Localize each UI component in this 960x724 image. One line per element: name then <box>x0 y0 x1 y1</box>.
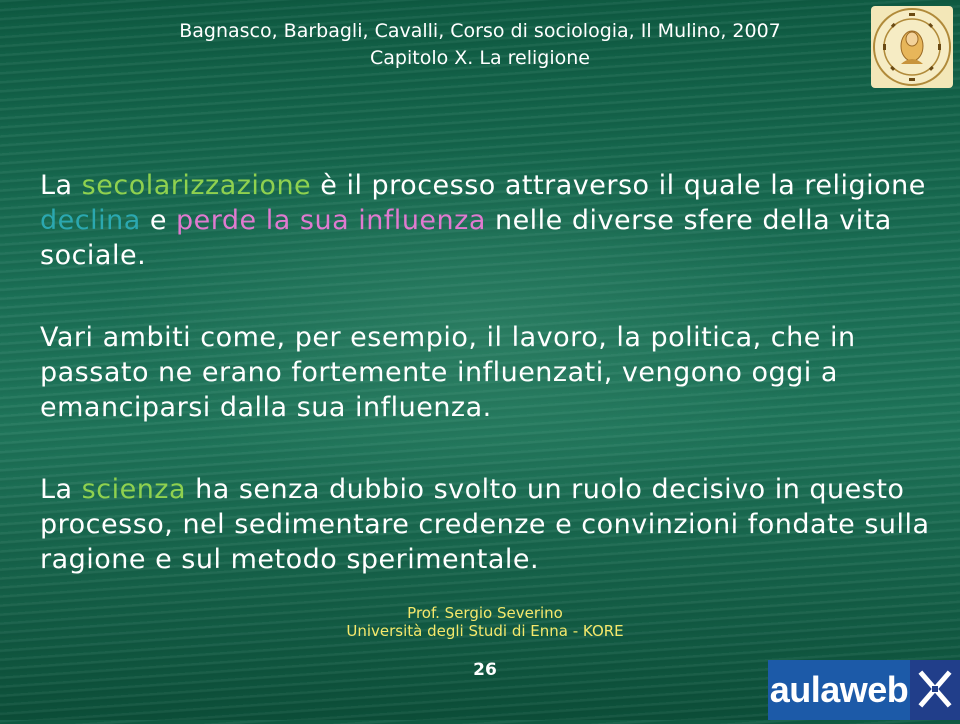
footer-institution: Università degli Studi di Enna - KORE <box>346 622 624 640</box>
header-reference: Bagnasco, Barbagli, Cavalli, Corso di sociologia, Il Mulino, 2007 <box>179 20 781 42</box>
slide-header <box>120 18 840 72</box>
paragraph-secolarizzazione <box>40 168 930 273</box>
windmill-icon <box>910 660 960 720</box>
highlight-secolarizzazione: secolarizzazione <box>81 170 312 201</box>
paragraph-scienza <box>40 472 930 577</box>
text-span: nelle diverse sfere della vita sociale. <box>40 205 892 271</box>
text-span: e <box>140 205 177 236</box>
slide-footer <box>240 604 730 640</box>
header-chapter: Capitolo X. La religione <box>370 47 590 69</box>
page-number: 26 <box>473 660 497 680</box>
text-span: ha senza dubbio svolto un ruolo decisivo in questo processo, nel sedimentare credenze e convinzioni fondate sulla ragione e sul metodo sperimentale. <box>40 474 930 575</box>
slide-body <box>40 168 930 624</box>
aulaweb-label: aulaweb <box>768 660 910 720</box>
highlight-declina: declina <box>40 205 141 236</box>
text-span: è il processo attraverso il quale la religione <box>311 170 926 201</box>
text-span: La <box>40 474 82 505</box>
footer-author: Prof. Sergio Severino <box>407 604 563 622</box>
highlight-perde-influenza: perde la sua influenza <box>176 205 486 236</box>
text-span: La <box>40 170 82 201</box>
university-seal-icon <box>871 6 953 88</box>
aulaweb-logo <box>768 660 960 720</box>
highlight-scienza: scienza <box>81 474 187 505</box>
paragraph-ambiti: Vari ambiti come, per esempio, il lavoro, la politica, che in passato ne erano fortemente influenzati, vengono oggi a emanciparsi dalla sua influenza. <box>40 322 856 423</box>
